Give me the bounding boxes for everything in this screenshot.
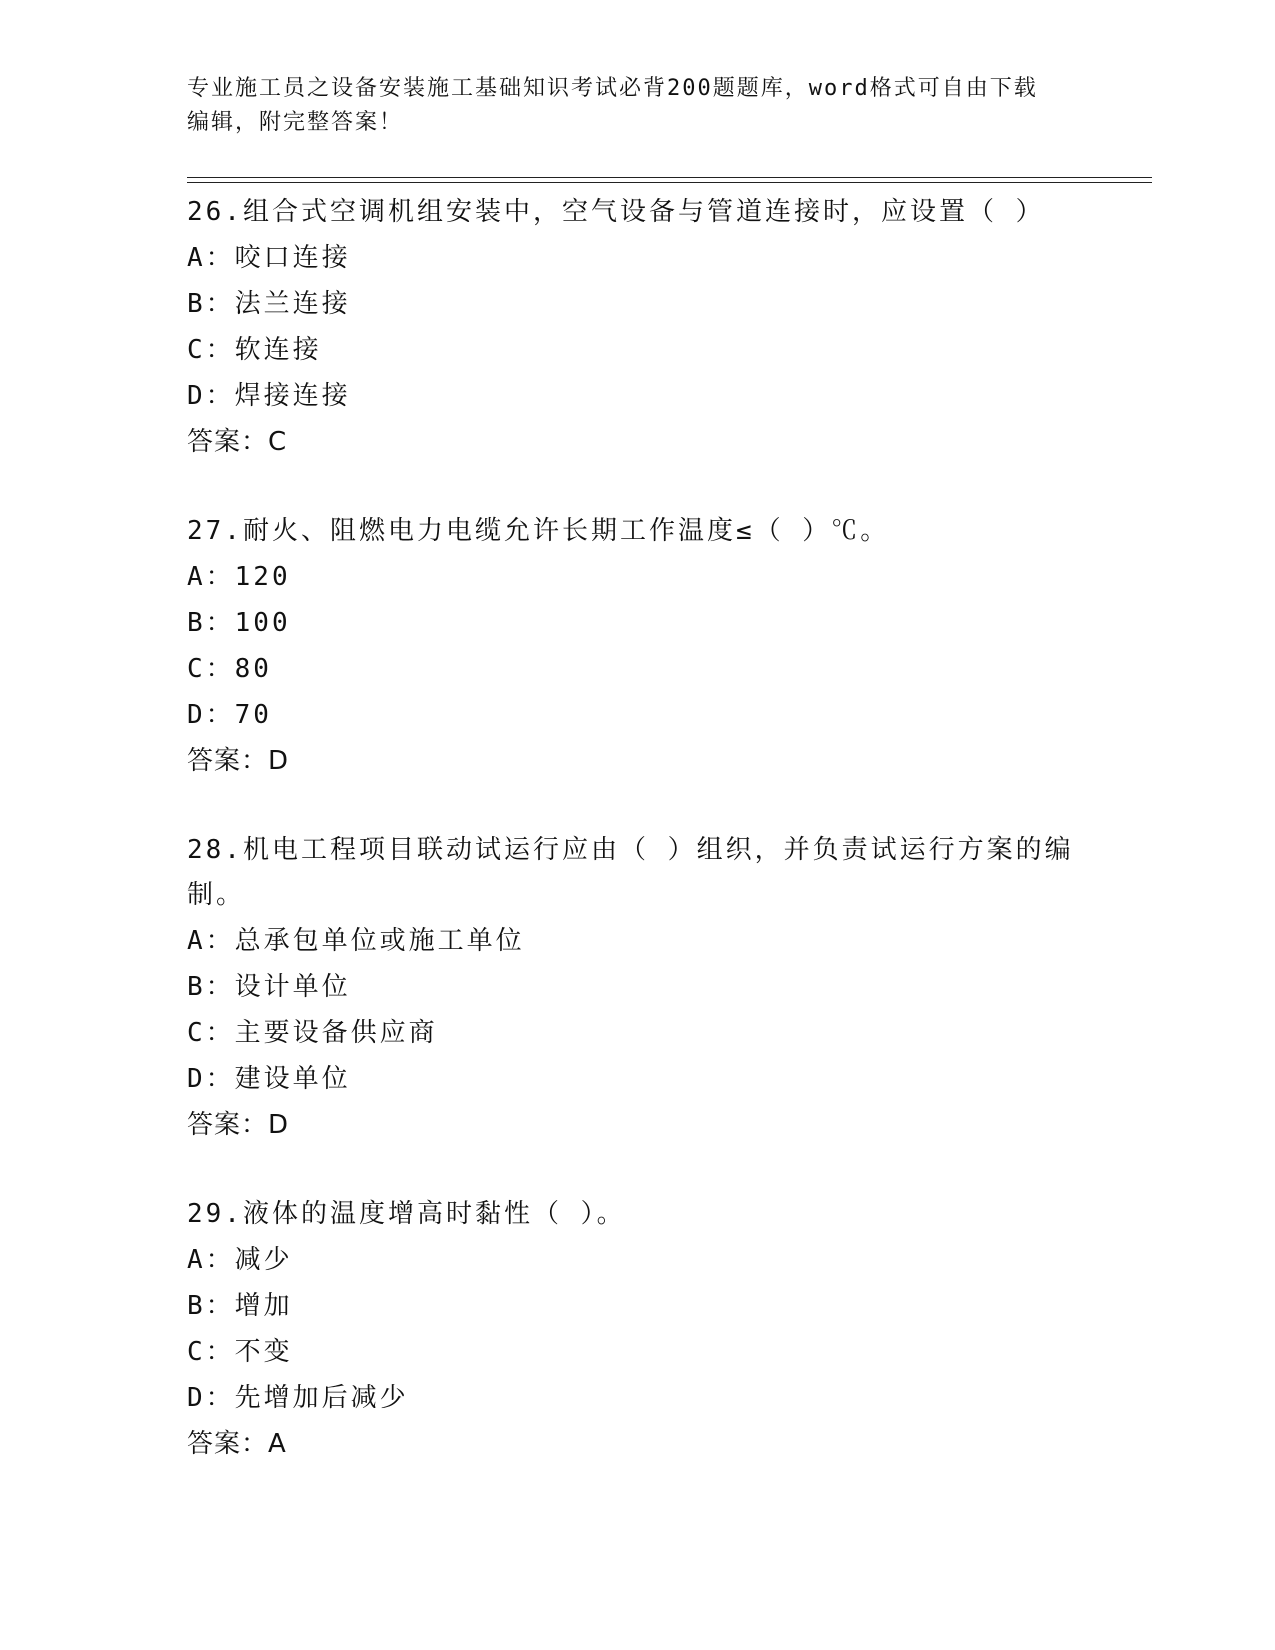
answer: 答案：D (187, 746, 290, 776)
option-b: B：100 (187, 608, 291, 638)
option-c: C：80 (187, 654, 272, 684)
option-c: C：不变 (187, 1337, 293, 1367)
option-d: D：先增加后减少 (187, 1383, 409, 1413)
question-stem: 28.机电工程项目联动试运行应由（ ）组织，并负责试运行方案的编制。 (187, 835, 1074, 910)
option-c: C：软连接 (187, 335, 322, 365)
answer: 答案：C (187, 427, 288, 457)
question-28 (187, 828, 1087, 1148)
option-a: A：120 (187, 562, 291, 592)
option-c: C：主要设备供应商 (187, 1018, 438, 1048)
header-divider-bottom (187, 182, 1152, 183)
option-b: B：法兰连接 (187, 289, 351, 319)
question-27 (187, 509, 1087, 784)
question-list (187, 190, 1087, 1511)
header-line-2: 编辑，附完整答案！ (187, 110, 404, 135)
answer: 答案：A (187, 1429, 287, 1459)
question-26 (187, 190, 1087, 465)
answer: 答案：D (187, 1110, 290, 1140)
question-29 (187, 1192, 1087, 1467)
question-stem: 29.液体的温度增高时黏性（ ）。 (187, 1199, 626, 1229)
option-d: D：焊接连接 (187, 381, 351, 411)
header-line-1: 专业施工员之设备安装施工基础知识考试必背200题题库，word格式可自由下载 (187, 76, 1038, 101)
option-a: A：总承包单位或施工单位 (187, 926, 525, 956)
option-a: A：咬口连接 (187, 243, 351, 273)
question-stem: 26.组合式空调机组安装中，空气设备与管道连接时，应设置（ ） (187, 197, 1045, 227)
document-header (187, 72, 1067, 140)
option-b: B：增加 (187, 1291, 293, 1321)
option-d: D：70 (187, 700, 272, 730)
option-d: D：建设单位 (187, 1064, 351, 1094)
option-b: B：设计单位 (187, 972, 351, 1002)
question-stem: 27.耐火、阻燃电力电缆允许长期工作温度≤（ ）℃。 (187, 516, 890, 546)
header-divider-top (187, 177, 1152, 178)
option-a: A：减少 (187, 1245, 293, 1275)
